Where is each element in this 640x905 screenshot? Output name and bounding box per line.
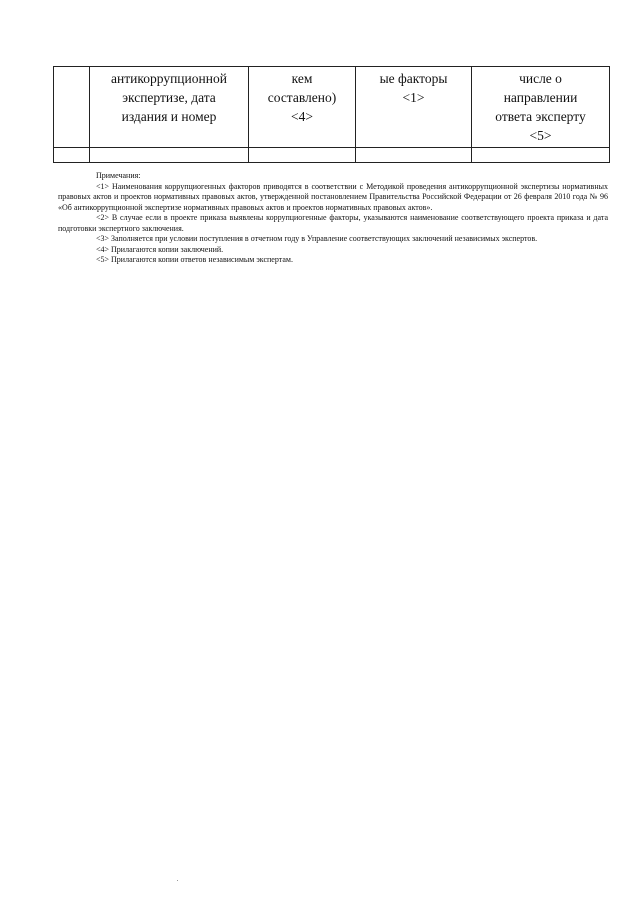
table-cell xyxy=(249,148,356,163)
note-item: <4> Прилагаются копии заключений. xyxy=(96,244,224,254)
note-item: <3> Заполняется при условии поступления в отчетном году в Управление соответствующих заключений независимых экспертов. xyxy=(96,234,538,243)
header-line: <5> xyxy=(529,128,552,143)
note-item: <1> Наименования коррупциогенных факторов приводятся в соответствии с Методикой проведения антикоррупционной экспертизы нормативных правовых актов и проектов нормативных правовых актов, утвержденной постановлением Правительства Российской Федерации от 26 февраля 2010 года № 96 «Об антикоррупционной экспертизе нормативных правовых актов и проектов нормативных правовых актов». xyxy=(58,181,608,212)
header-line: кем xyxy=(291,71,313,86)
table-cell xyxy=(90,148,249,163)
table-header-row xyxy=(54,67,610,148)
header-cell-number xyxy=(54,67,90,148)
header-line: экспертизе, дата xyxy=(122,90,216,105)
header-line: <4> xyxy=(291,109,313,124)
header-line: числе о xyxy=(519,71,562,86)
scan-speck xyxy=(177,880,178,881)
header-line: ые факторы xyxy=(379,71,448,86)
header-line: <1> xyxy=(402,90,425,105)
table-cell xyxy=(356,148,472,163)
header-line: направлении xyxy=(503,90,578,105)
report-table xyxy=(53,66,610,163)
notes-section xyxy=(58,171,608,266)
header-cell-details xyxy=(90,67,249,148)
table-cell xyxy=(54,148,90,163)
notes-title: Примечания: xyxy=(96,171,141,180)
note-item: <5> Прилагаются копии ответов независимым экспертам. xyxy=(96,255,293,264)
header-cell-author xyxy=(249,67,356,148)
header-line: антикоррупционной xyxy=(111,71,227,86)
table-row xyxy=(54,148,610,163)
header-line: издания и номер xyxy=(121,109,217,124)
header-line: ответа эксперту xyxy=(495,109,586,124)
header-line: составлено) xyxy=(267,90,337,105)
table-cell xyxy=(472,148,610,163)
note-item: <2> В случае если в проекте приказа выявлены коррупциогенные факторы, указываются наименование соответствующего проекта приказа и дата подготовки экспертного заключения. xyxy=(58,213,608,233)
header-cell-factors xyxy=(356,67,472,148)
header-cell-response xyxy=(472,67,610,148)
